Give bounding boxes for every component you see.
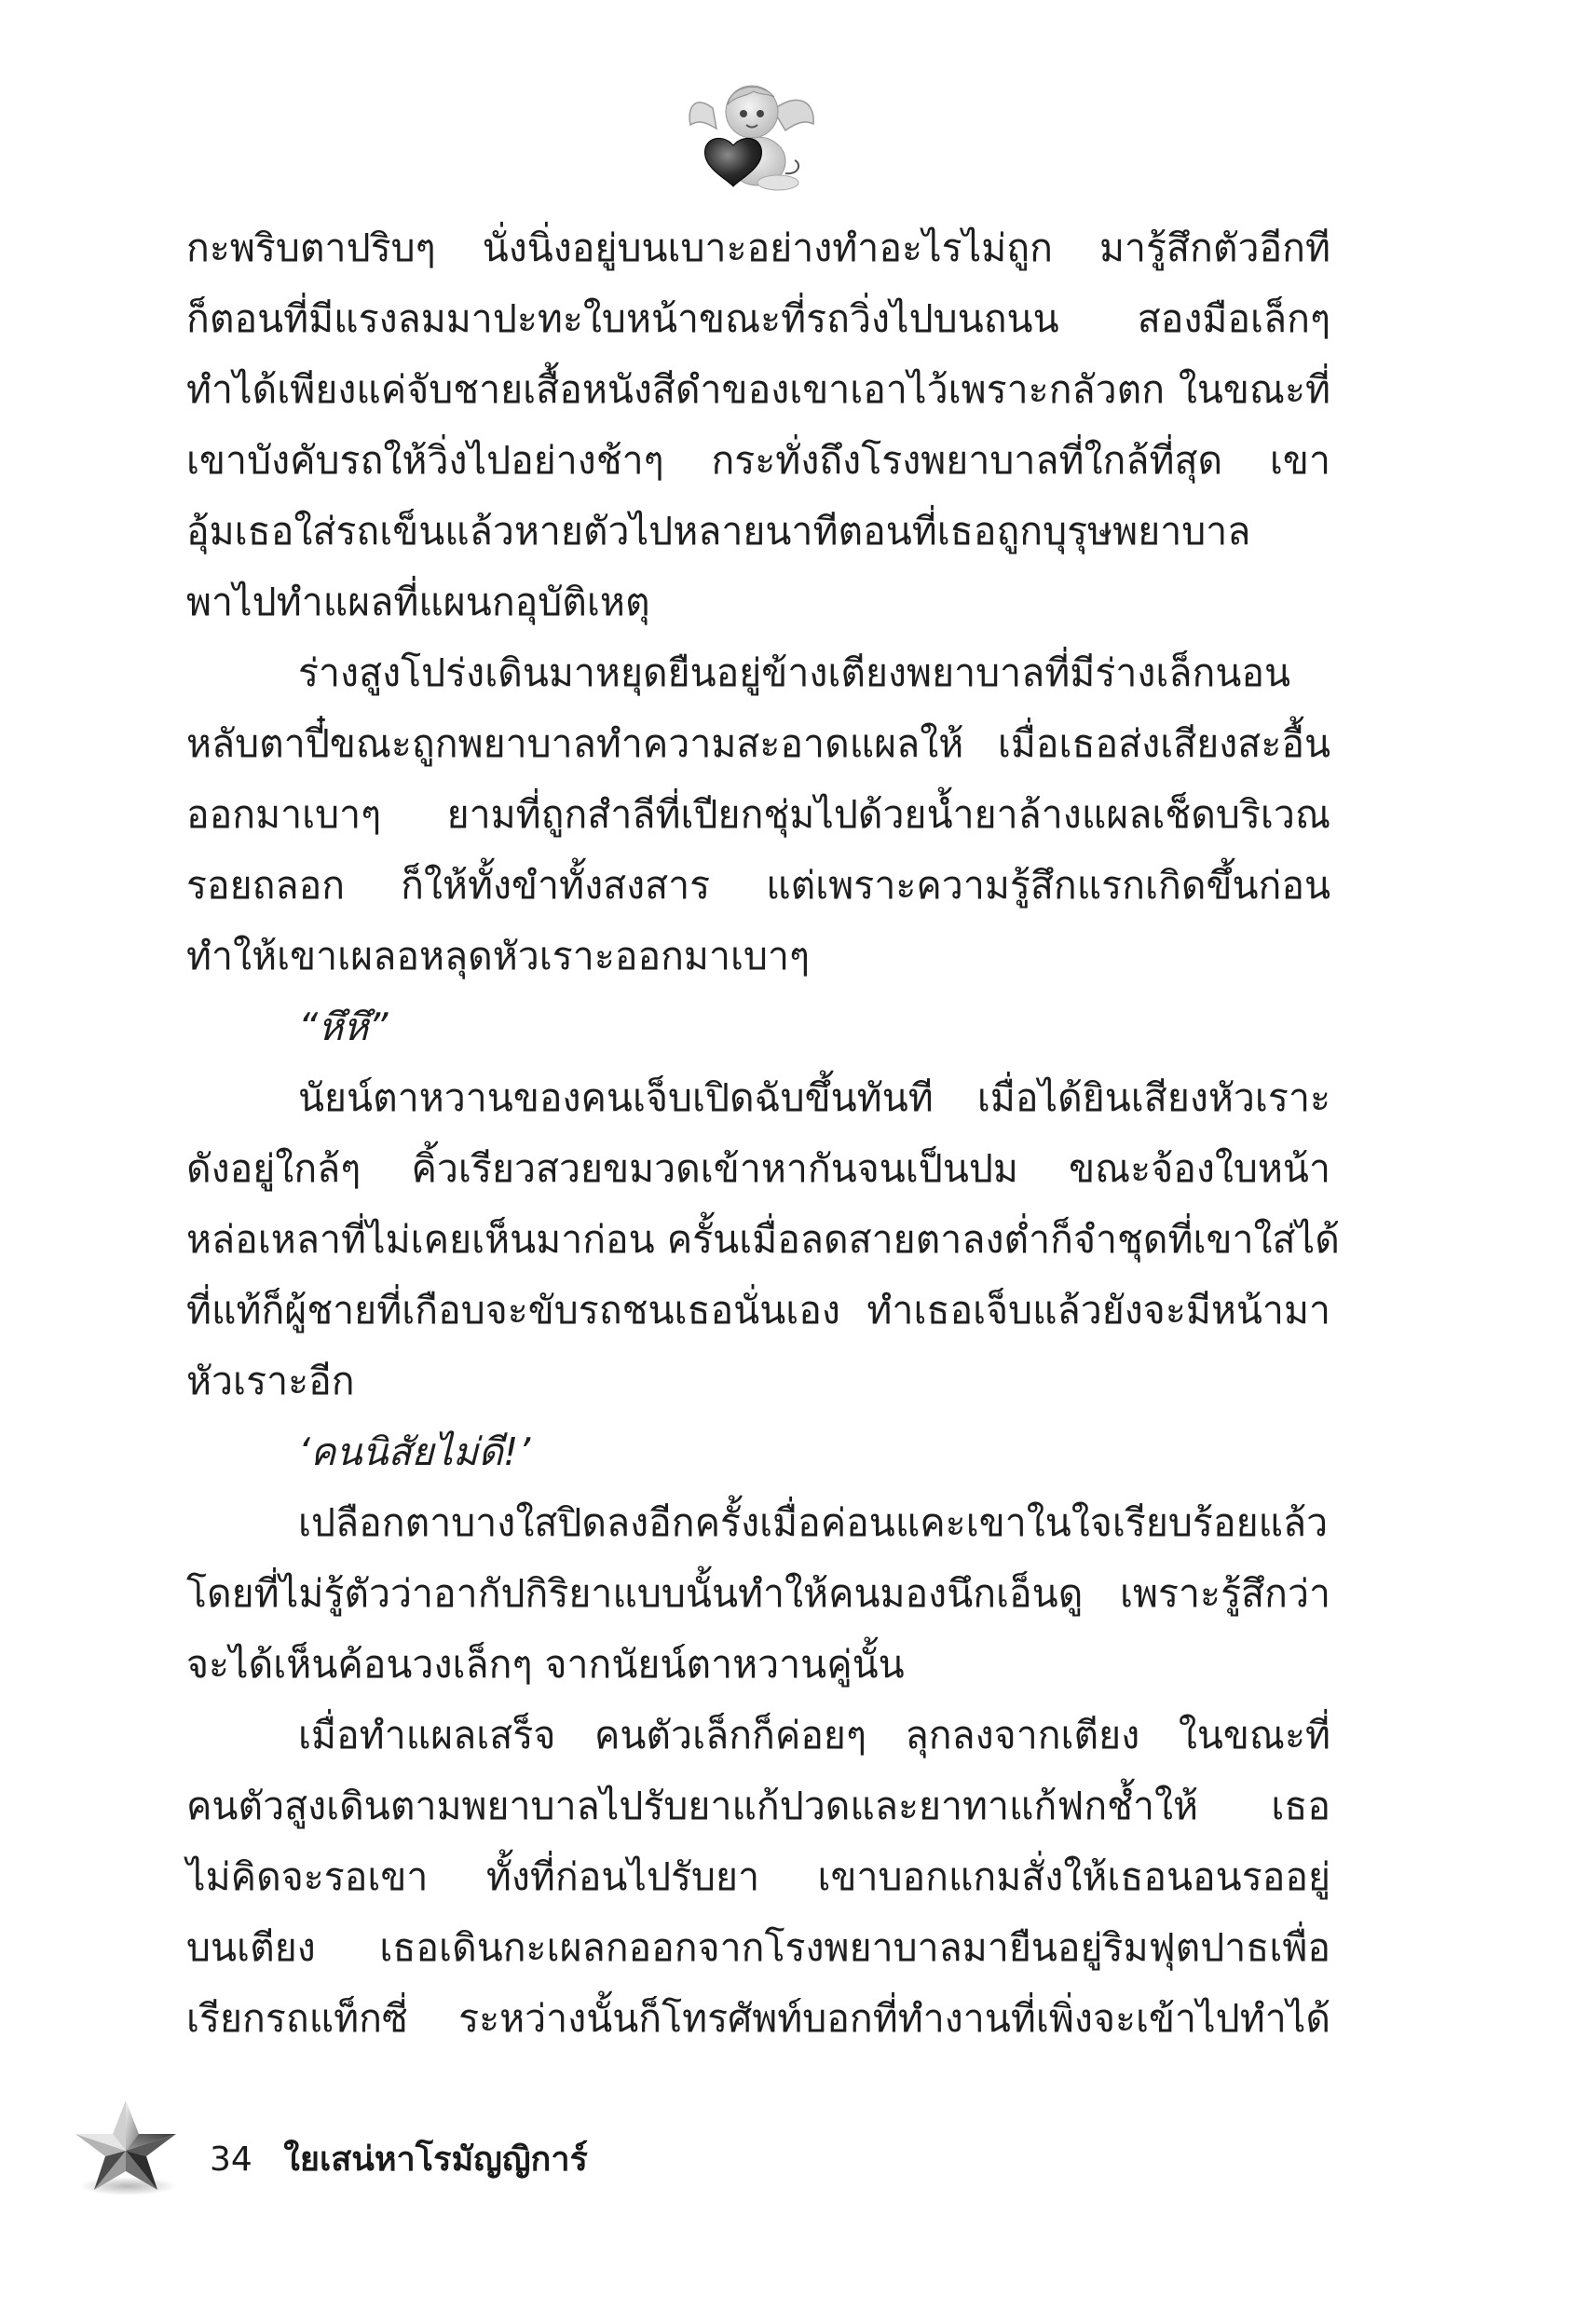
text-line: หล่อเหลาที่ไม่เคยเห็นมาก่อน ครั้นเมื่อลดสายตาลงต่ำก็จำชุดที่เขาใส่ได้: [186, 1217, 1340, 1262]
text-line: พาไปทำแผลที่แผนกอุบัติเหตุ: [186, 580, 650, 624]
text-line: จะได้เห็นค้อนวงเล็กๆ จากนัยน์ตาหวานคู่นั้น: [186, 1642, 905, 1687]
text-line: ก็ตอนที่มีแรงลมมาปะทะใบหน้าขณะที่รถวิ่งไปบนถนน สองมือเล็กๆ: [186, 296, 1330, 341]
text-line: หัวเราะอีก: [186, 1359, 355, 1403]
text-line: “หึหึ”: [298, 1005, 389, 1049]
text-line: เขาบังคับรถให้วิ่งไปอย่างช้าๆ กระทั่งถึงโรงพยาบาลที่ใกล้ที่สุด เขา: [186, 438, 1330, 483]
text-line: ทำให้เขาเผลอหลุดหัวเราะออกมาเบาๆ: [186, 934, 811, 978]
text-line: อุ้มเธอใส่รถเข็นแล้วหายตัวไปหลายนาทีตอนที่เธอถูกบุรุษพยาบาล: [186, 509, 1251, 554]
star-icon: [70, 2097, 182, 2199]
book-title: ใยเสน่หาโรมัญญิการ์: [283, 2140, 588, 2179]
text-line: รอยถลอก ก็ให้ทั้งขำทั้งสงสาร แต่เพราะความรู้สึกแรกเกิดขึ้นก่อน: [186, 863, 1330, 908]
text-line: คนตัวสูงเดินตามพยาบาลไปรับยาแก้ปวดและยาทาแก้ฟกช้ำให้ เธอ: [186, 1784, 1330, 1828]
text-line: กะพริบตาปริบๆ นั่งนิ่งอยู่บนเบาะอย่างทำอะไรไม่ถูก มารู้สึกตัวอีกที: [186, 226, 1330, 270]
text-line: ไม่คิดจะรอเขา ทั้งที่ก่อนไปรับยา เขาบอกแกมสั่งให้เธอนอนรออยู่: [186, 1854, 1330, 1899]
text-line: ร่างสูงโปร่งเดินมาหยุดยืนอยู่ข้างเตียงพยาบาลที่มีร่างเล็กนอน: [298, 650, 1291, 695]
text-line: ออกมาเบาๆ ยามที่ถูกสำลีที่เปียกชุ่มไปด้วยน้ำยาล้างแผลเช็ดบริเวณ: [186, 792, 1330, 837]
text-line: ดังอยู่ใกล้ๆ คิ้วเรียวสวยขมวดเข้าหากันจนเป็นปม ขณะจ้องใบหน้า: [186, 1146, 1330, 1191]
text-line: ‘คนนิสัยไม่ดี!’: [298, 1429, 531, 1474]
cupid-heart-icon: [685, 73, 825, 194]
text-line: โดยที่ไม่รู้ตัวว่าอากัปกิริยาแบบนั้นทำให้คนมองนึกเอ็นดู เพราะรู้สึกว่า: [186, 1571, 1330, 1616]
text-line: นัยน์ตาหวานของคนเจ็บเปิดฉับขึ้นทันที เมื่อได้ยินเสียงหัวเราะ: [298, 1075, 1330, 1120]
page-number: 34: [210, 2140, 252, 2179]
text-line: บนเตียง เธอเดินกะเผลกออกจากโรงพยาบาลมายืนอยู่ริมฟุตปาธเพื่อ: [186, 1925, 1330, 1970]
text-line: เมื่อทำแผลเสร็จ คนตัวเล็กก็ค่อยๆ ลุกลงจากเตียง ในขณะที่: [298, 1713, 1330, 1757]
text-line: ที่แท้ก็ผู้ชายที่เกือบจะขับรถชนเธอนั่นเอง ทำเธอเจ็บแล้วยังจะมีหน้ามา: [186, 1288, 1330, 1333]
text-line: เรียกรถแท็กซี่ ระหว่างนั้นก็โทรศัพท์บอกที่ทำงานที่เพิ่งจะเข้าไปทำได้: [186, 1996, 1330, 2041]
text-line: หลับตาปี๋ขณะถูกพยาบาลทำความสะอาดแผลให้ เมื่อเธอส่งเสียงสะอื้น: [186, 721, 1330, 766]
body-text: [186, 212, 1340, 2054]
text-line: ทำได้เพียงแค่จับชายเสื้อหนังสีดำของเขาเอาไว้เพราะกลัวตก ในขณะที่: [186, 367, 1330, 412]
text-line: เปลือกตาบางใสปิดลงอีกครั้งเมื่อค่อนแคะเขาในใจเรียบร้อยแล้ว: [298, 1500, 1329, 1545]
page-footer: [70, 2097, 908, 2199]
